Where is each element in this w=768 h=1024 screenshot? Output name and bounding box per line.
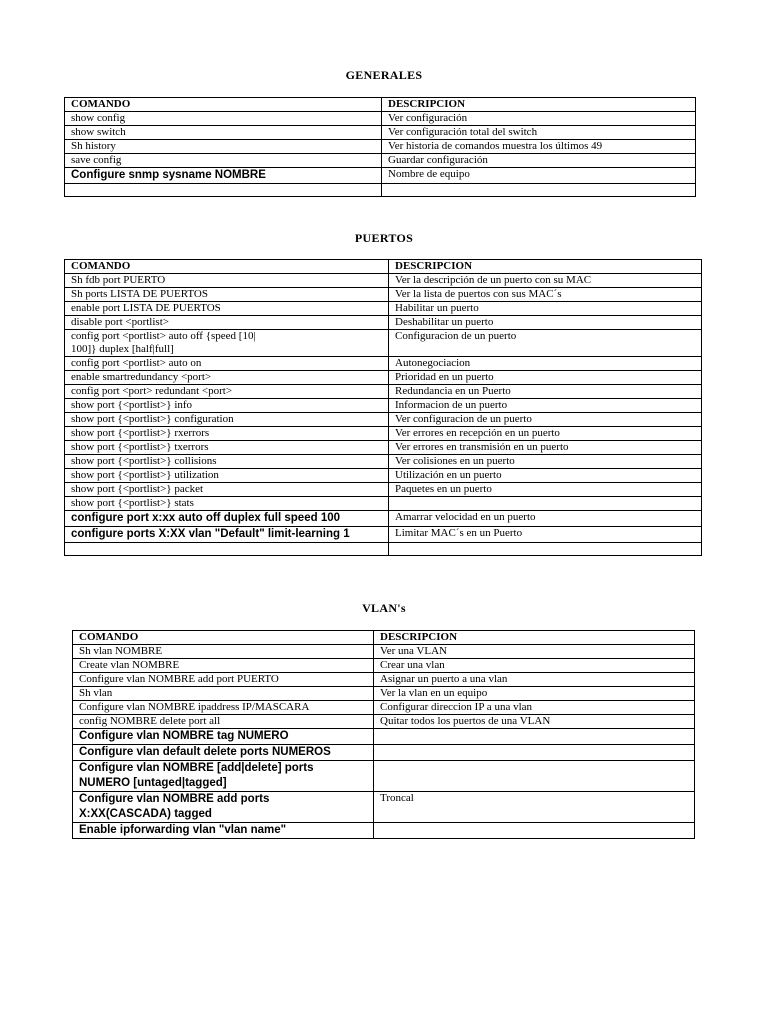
description-cell — [374, 729, 695, 745]
description-cell: Ver errores en transmisión en un puerto — [389, 441, 702, 455]
command-cell: Sh fdb port PUERTO — [65, 274, 389, 288]
command-cell: show port {<portlist>} stats — [65, 497, 389, 511]
table-row — [65, 140, 696, 154]
table-row — [65, 184, 696, 197]
command-cell: configure ports X:XX vlan "Default" limit-learning 1 — [65, 527, 389, 543]
description-cell: Autonegociacion — [389, 357, 702, 371]
command-cell: Configure vlan NOMBRE [add|delete] ports NUMERO [untaged|tagged] — [73, 761, 374, 792]
table-row — [65, 302, 702, 316]
table-row — [65, 288, 702, 302]
section-title-generales: GENERALES — [345, 68, 423, 82]
description-cell: Deshabilitar un puerto — [389, 316, 702, 330]
table-header-row — [65, 260, 702, 274]
command-cell: Sh history — [65, 140, 382, 154]
table-row — [65, 399, 702, 413]
command-cell: enable smartredundancy <port> — [65, 371, 389, 385]
description-cell: Ver una VLAN — [374, 645, 695, 659]
command-cell: show port {<portlist>} configuration — [65, 413, 389, 427]
description-cell: Configuracion de un puerto — [389, 330, 702, 357]
table-row — [65, 112, 696, 126]
description-cell: Ver la vlan en un equipo — [374, 687, 695, 701]
command-cell: config port <portlist> auto off {speed [10| 100]} duplex [half|full] — [65, 330, 389, 357]
description-cell: Ver la lista de puertos con sus MAC´s — [389, 288, 702, 302]
command-cell: show port {<portlist>} collisions — [65, 455, 389, 469]
table-row — [65, 427, 702, 441]
column-header-comando: COMANDO — [65, 260, 389, 274]
description-cell: Ver configuración — [382, 112, 696, 126]
description-cell: Configurar direccion IP a una vlan — [374, 701, 695, 715]
command-cell: Configure vlan NOMBRE ipaddress IP/MASCARA — [73, 701, 374, 715]
description-cell: Prioridad en un puerto — [389, 371, 702, 385]
command-cell: show port {<portlist>} rxerrors — [65, 427, 389, 441]
description-cell: Redundancia en un Puerto — [389, 385, 702, 399]
table-row — [65, 154, 696, 168]
column-header-descripcion: DESCRIPCION — [389, 260, 702, 274]
description-cell: Ver configuracion de un puerto — [389, 413, 702, 427]
description-cell — [374, 745, 695, 761]
table-row — [65, 168, 696, 184]
table-row — [73, 715, 695, 729]
table-row — [65, 455, 702, 469]
column-header-descripcion: DESCRIPCION — [382, 98, 696, 112]
description-cell: Ver errores en recepción en un puerto — [389, 427, 702, 441]
command-cell: enable port LISTA DE PUERTOS — [65, 302, 389, 316]
description-cell — [382, 184, 696, 197]
table-header-row — [73, 631, 695, 645]
description-cell: Quitar todos los puertos de una VLAN — [374, 715, 695, 729]
description-cell — [374, 761, 695, 792]
table-generales — [64, 97, 696, 197]
command-cell: show port {<portlist>} packet — [65, 483, 389, 497]
table-row — [65, 413, 702, 427]
command-cell: save config — [65, 154, 382, 168]
table-row — [65, 126, 696, 140]
column-header-comando: COMANDO — [73, 631, 374, 645]
description-cell: Crear una vlan — [374, 659, 695, 673]
description-cell — [389, 543, 702, 556]
command-cell: show config — [65, 112, 382, 126]
description-cell: Asignar un puerto a una vlan — [374, 673, 695, 687]
command-cell: Configure vlan default delete ports NUMEROS — [73, 745, 374, 761]
description-cell: Nombre de equipo — [382, 168, 696, 184]
description-cell: Ver configuración total del switch — [382, 126, 696, 140]
command-cell: Sh vlan NOMBRE — [73, 645, 374, 659]
table-row — [65, 357, 702, 371]
column-header-comando: COMANDO — [65, 98, 382, 112]
command-cell: Configure vlan NOMBRE add port PUERTO — [73, 673, 374, 687]
table-row — [65, 543, 702, 556]
table-row — [73, 792, 695, 823]
description-cell: Ver la descripción de un puerto con su MAC — [389, 274, 702, 288]
table-row — [65, 483, 702, 497]
command-cell: show port {<portlist>} utilization — [65, 469, 389, 483]
table-row — [65, 330, 702, 357]
description-cell: Informacion de un puerto — [389, 399, 702, 413]
table-row — [65, 316, 702, 330]
command-cell: Configure vlan NOMBRE tag NUMERO — [73, 729, 374, 745]
description-cell: Limitar MAC´s en un Puerto — [389, 527, 702, 543]
command-cell: config port <portlist> auto on — [65, 357, 389, 371]
table-row — [73, 687, 695, 701]
table-row — [73, 823, 695, 839]
description-cell — [374, 823, 695, 839]
description-cell: Troncal — [374, 792, 695, 823]
description-cell: Amarrar velocidad en un puerto — [389, 511, 702, 527]
table-row — [65, 497, 702, 511]
table-row — [65, 469, 702, 483]
command-cell: Configure vlan NOMBRE add ports X:XX(CASCADA) tagged — [73, 792, 374, 823]
command-cell: Enable ipforwarding vlan "vlan name" — [73, 823, 374, 839]
description-cell: Guardar configuración — [382, 154, 696, 168]
command-cell: Sh ports LISTA DE PUERTOS — [65, 288, 389, 302]
command-cell: Create vlan NOMBRE — [73, 659, 374, 673]
command-cell — [65, 543, 389, 556]
table-row — [73, 645, 695, 659]
command-cell: show switch — [65, 126, 382, 140]
description-cell — [389, 497, 702, 511]
description-cell: Habilitar un puerto — [389, 302, 702, 316]
table-row — [65, 274, 702, 288]
table-vlans — [72, 630, 695, 839]
command-cell: Sh vlan — [73, 687, 374, 701]
table-row — [65, 527, 702, 543]
description-cell: Ver colisiones en un puerto — [389, 455, 702, 469]
table-row — [73, 729, 695, 745]
command-cell: disable port <portlist> — [65, 316, 389, 330]
table-puertos — [64, 259, 702, 556]
command-cell: show port {<portlist>} txerrors — [65, 441, 389, 455]
table-row — [73, 673, 695, 687]
table-row — [65, 441, 702, 455]
section-title-puertos: PUERTOS — [354, 231, 414, 245]
description-cell: Ver historia de comandos muestra los últimos 49 — [382, 140, 696, 154]
table-row — [73, 659, 695, 673]
table-header-row — [65, 98, 696, 112]
command-cell: configure port x:xx auto off duplex full speed 100 — [65, 511, 389, 527]
description-cell: Utilización en un puerto — [389, 469, 702, 483]
command-cell — [65, 184, 382, 197]
command-cell: config port <port> redundant <port> — [65, 385, 389, 399]
table-row — [73, 745, 695, 761]
table-row — [65, 385, 702, 399]
command-cell: Configure snmp sysname NOMBRE — [65, 168, 382, 184]
section-title-vlans: VLAN's — [362, 601, 406, 615]
table-row — [65, 511, 702, 527]
column-header-descripcion: DESCRIPCION — [374, 631, 695, 645]
command-cell: config NOMBRE delete port all — [73, 715, 374, 729]
command-cell: show port {<portlist>} info — [65, 399, 389, 413]
table-row — [65, 371, 702, 385]
table-row — [73, 701, 695, 715]
table-row — [73, 761, 695, 792]
description-cell: Paquetes en un puerto — [389, 483, 702, 497]
